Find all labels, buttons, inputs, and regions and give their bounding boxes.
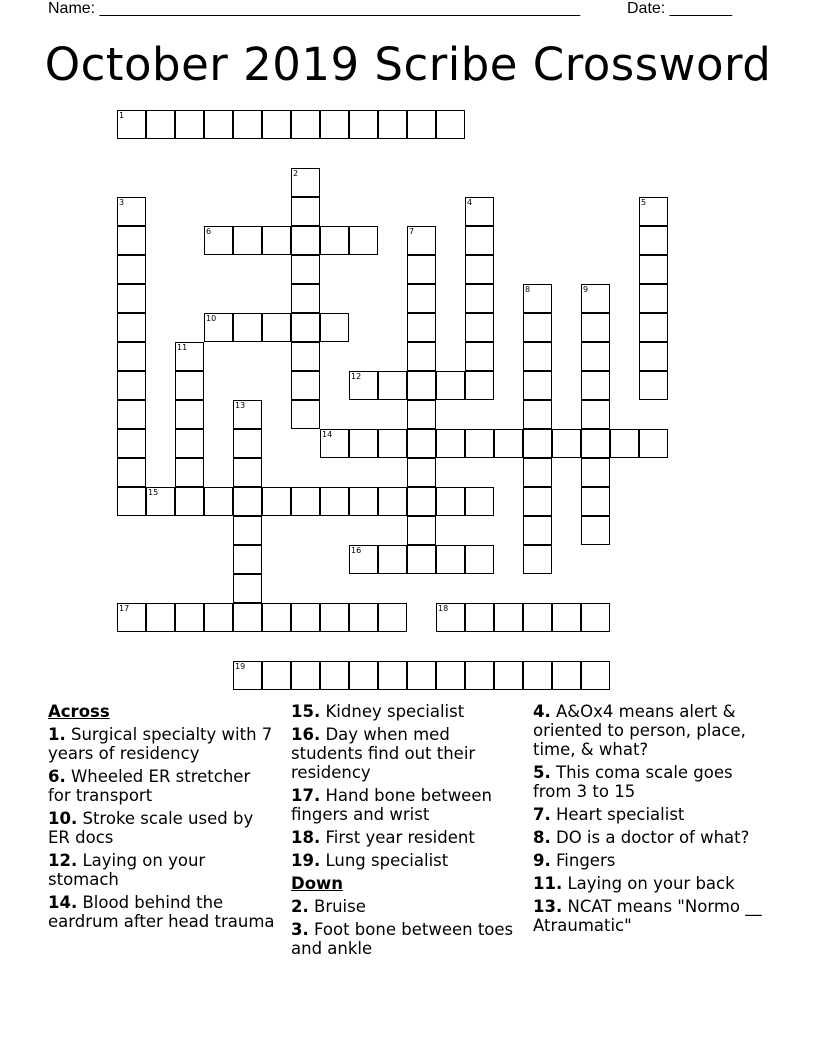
crossword-cell[interactable]	[465, 284, 494, 313]
crossword-cell[interactable]	[552, 661, 581, 690]
clue-number: 13.	[533, 897, 563, 916]
clue-item	[533, 851, 773, 870]
clue-item	[48, 767, 276, 805]
crossword-cell[interactable]	[581, 284, 610, 313]
crossword-cell[interactable]	[291, 400, 320, 429]
clue-text: Fingers	[550, 851, 616, 870]
crossword-cell[interactable]	[320, 313, 349, 342]
clue-text: Wheeled ER stretcher for transport	[48, 767, 251, 805]
cell-number: 1	[119, 111, 125, 120]
crossword-cell[interactable]	[117, 197, 146, 226]
crossword-cell[interactable]	[175, 342, 204, 371]
crossword-cell[interactable]	[436, 110, 465, 139]
clue-item	[533, 828, 773, 847]
crossword-cell[interactable]	[262, 487, 291, 516]
clue-text: Laying on your stomach	[48, 851, 206, 889]
crossword-cell[interactable]	[639, 371, 668, 400]
clue-number: 4.	[533, 702, 551, 721]
clue-item	[533, 805, 773, 824]
crossword-cell[interactable]	[407, 110, 436, 139]
clue-item	[48, 851, 276, 889]
cell-number: 11	[177, 343, 188, 352]
cell-number: 8	[525, 285, 531, 294]
clue-text: Surgical specialty with 7 years of residency	[48, 725, 273, 763]
cell-number: 4	[467, 198, 473, 207]
crossword-cell[interactable]	[523, 516, 552, 545]
crossword-cell[interactable]	[378, 110, 407, 139]
crossword-cell[interactable]	[291, 168, 320, 197]
clue-text: This coma scale goes from 3 to 15	[533, 763, 733, 801]
cell-number: 13	[235, 401, 246, 410]
crossword-cell[interactable]	[262, 603, 291, 632]
clue-item	[291, 725, 519, 782]
cell-number: 5	[641, 198, 647, 207]
clue-text: Laying on your back	[562, 874, 735, 893]
crossword-cell[interactable]	[117, 458, 146, 487]
crossword-cell[interactable]	[117, 284, 146, 313]
crossword-cell[interactable]	[581, 429, 610, 458]
crossword-cell[interactable]	[233, 458, 262, 487]
crossword-cell[interactable]	[610, 429, 639, 458]
clue-text: DO is a doctor of what?	[550, 828, 750, 847]
crossword-cell[interactable]	[320, 603, 349, 632]
down-clue-list	[291, 897, 519, 958]
crossword-cell[interactable]	[291, 371, 320, 400]
crossword-cell[interactable]	[552, 429, 581, 458]
clue-number: 9.	[533, 851, 551, 870]
crossword-cell[interactable]	[407, 487, 436, 516]
crossword-cell[interactable]	[233, 574, 262, 603]
crossword-cell[interactable]	[407, 429, 436, 458]
clue-item	[533, 763, 773, 801]
crossword-cell[interactable]	[204, 487, 233, 516]
clue-item	[533, 874, 773, 893]
crossword-cell[interactable]	[233, 545, 262, 574]
crossword-cell[interactable]	[117, 603, 146, 632]
clue-item	[291, 851, 519, 870]
crossword-cell[interactable]	[349, 661, 378, 690]
crossword-cell[interactable]	[523, 429, 552, 458]
clue-text: Bruise	[308, 897, 366, 916]
crossword-cell[interactable]	[349, 371, 378, 400]
clue-number: 12.	[48, 851, 78, 870]
clue-number: 3.	[291, 920, 309, 939]
crossword-cell[interactable]	[175, 429, 204, 458]
crossword-cell[interactable]	[378, 371, 407, 400]
clue-number: 14.	[48, 893, 78, 912]
crossword-cell[interactable]	[523, 400, 552, 429]
clue-text: NCAT means "Normo __ Atraumatic"	[533, 897, 762, 935]
clue-number: 1.	[48, 725, 66, 744]
clues-column-2	[291, 702, 519, 962]
crossword-cell[interactable]	[117, 400, 146, 429]
crossword-cell[interactable]	[407, 313, 436, 342]
crossword-cell[interactable]	[204, 110, 233, 139]
crossword-cell[interactable]	[523, 458, 552, 487]
crossword-cell[interactable]	[175, 603, 204, 632]
clue-number: 8.	[533, 828, 551, 847]
clue-text: Stroke scale used by ER docs	[48, 809, 254, 847]
crossword-cell[interactable]	[349, 545, 378, 574]
crossword-cell[interactable]	[407, 400, 436, 429]
crossword-cell[interactable]	[291, 110, 320, 139]
clue-item	[291, 920, 519, 958]
crossword-cell[interactable]	[262, 226, 291, 255]
crossword-cell[interactable]	[436, 603, 465, 632]
cell-number: 17	[119, 604, 130, 613]
crossword-cell[interactable]	[407, 226, 436, 255]
clue-number: 7.	[533, 805, 551, 824]
crossword-cell[interactable]	[378, 545, 407, 574]
crossword-cell[interactable]	[581, 458, 610, 487]
clue-number: 10.	[48, 809, 78, 828]
across-clue-list	[48, 725, 276, 931]
down-heading: Down	[291, 874, 344, 893]
crossword-cell[interactable]	[233, 603, 262, 632]
crossword-cell[interactable]	[465, 429, 494, 458]
crossword-cell[interactable]	[262, 313, 291, 342]
clue-text: Lung specialist	[320, 851, 449, 870]
cell-number: 7	[409, 227, 415, 236]
crossword-cell[interactable]	[349, 429, 378, 458]
crossword-cell[interactable]	[291, 661, 320, 690]
clue-item	[291, 897, 519, 916]
cell-number: 9	[583, 285, 589, 294]
crossword-cell[interactable]	[175, 371, 204, 400]
crossword-cell[interactable]	[523, 371, 552, 400]
crossword-cell[interactable]	[494, 603, 523, 632]
crossword-cell[interactable]	[117, 429, 146, 458]
crossword-cell[interactable]	[639, 429, 668, 458]
crossword-cell[interactable]	[523, 603, 552, 632]
crossword-cell[interactable]	[407, 458, 436, 487]
crossword-cell[interactable]	[146, 603, 175, 632]
crossword-cell[interactable]	[581, 371, 610, 400]
crossword-cell[interactable]	[378, 661, 407, 690]
name-field-label: Name: ______________________________________________________	[48, 0, 581, 17]
crossword-cell[interactable]	[233, 110, 262, 139]
crossword-cell[interactable]	[233, 429, 262, 458]
crossword-cell[interactable]	[407, 371, 436, 400]
crossword-cell[interactable]	[407, 516, 436, 545]
crossword-cell[interactable]	[494, 429, 523, 458]
crossword-cell[interactable]	[291, 226, 320, 255]
crossword-cell[interactable]	[233, 313, 262, 342]
crossword-cell[interactable]	[378, 603, 407, 632]
clues-column-3	[533, 702, 773, 939]
crossword-cell[interactable]	[320, 110, 349, 139]
crossword-cell[interactable]	[349, 487, 378, 516]
crossword-cell[interactable]	[436, 661, 465, 690]
crossword-cell[interactable]	[349, 226, 378, 255]
crossword-cell[interactable]	[465, 226, 494, 255]
crossword-cell[interactable]	[204, 313, 233, 342]
clue-number: 5.	[533, 763, 551, 782]
crossword-cell[interactable]	[320, 661, 349, 690]
crossword-cell[interactable]	[233, 661, 262, 690]
crossword-cell[interactable]	[117, 313, 146, 342]
crossword-cell[interactable]	[465, 603, 494, 632]
crossword-cell[interactable]	[465, 661, 494, 690]
crossword-cell[interactable]	[117, 255, 146, 284]
clue-number: 17.	[291, 786, 321, 805]
cell-number: 16	[351, 546, 362, 555]
clue-item	[291, 786, 519, 824]
crossword-cell[interactable]	[407, 545, 436, 574]
crossword-cell[interactable]	[233, 487, 262, 516]
crossword-cell[interactable]	[146, 110, 175, 139]
crossword-cell[interactable]	[407, 342, 436, 371]
clue-number: 6.	[48, 767, 66, 786]
crossword-cell[interactable]	[407, 661, 436, 690]
crossword-cell[interactable]	[291, 313, 320, 342]
crossword-cell[interactable]	[291, 197, 320, 226]
crossword-cell[interactable]	[465, 371, 494, 400]
crossword-cell[interactable]	[117, 342, 146, 371]
cell-number: 15	[148, 488, 159, 497]
clue-item	[48, 725, 276, 763]
crossword-cell[interactable]	[639, 342, 668, 371]
crossword-cell[interactable]	[349, 110, 378, 139]
crossword-cell[interactable]	[291, 255, 320, 284]
crossword-cell[interactable]	[233, 516, 262, 545]
crossword-cell[interactable]	[175, 400, 204, 429]
crossword-cell[interactable]	[204, 603, 233, 632]
across-clue-list	[291, 702, 519, 870]
crossword-cell[interactable]	[523, 545, 552, 574]
crossword-cell[interactable]	[465, 487, 494, 516]
crossword-cell[interactable]	[436, 545, 465, 574]
crossword-cell[interactable]	[204, 226, 233, 255]
crossword-cell[interactable]	[175, 487, 204, 516]
crossword-cell[interactable]	[523, 313, 552, 342]
page-title: October 2019 Scribe Crossword	[44, 38, 772, 91]
cell-number: 12	[351, 372, 362, 381]
crossword-cell[interactable]	[407, 255, 436, 284]
crossword-cell[interactable]	[581, 603, 610, 632]
crossword-cell[interactable]	[117, 487, 146, 516]
down-clue-list	[533, 702, 773, 935]
crossword-cell[interactable]	[581, 487, 610, 516]
crossword-cell[interactable]	[581, 400, 610, 429]
clue-text: First year resident	[320, 828, 475, 847]
crossword-cell[interactable]	[523, 661, 552, 690]
crossword-cell[interactable]	[320, 487, 349, 516]
crossword-cell[interactable]	[581, 516, 610, 545]
crossword-cell[interactable]	[581, 342, 610, 371]
crossword-cell[interactable]	[465, 545, 494, 574]
crossword-cell[interactable]	[523, 487, 552, 516]
crossword-cell[interactable]	[175, 110, 204, 139]
cell-number: 19	[235, 662, 246, 671]
clue-number: 2.	[291, 897, 309, 916]
crossword-cell[interactable]	[465, 313, 494, 342]
clue-number: 15.	[291, 702, 321, 721]
cell-number: 2	[293, 169, 299, 178]
crossword-cell[interactable]	[291, 603, 320, 632]
crossword-cell[interactable]	[117, 110, 146, 139]
clue-number: 11.	[533, 874, 563, 893]
crossword-cell[interactable]	[436, 429, 465, 458]
clue-text: Foot bone between toes and ankle	[291, 920, 514, 958]
crossword-cell[interactable]	[436, 371, 465, 400]
crossword-cell[interactable]	[581, 661, 610, 690]
cell-number: 6	[206, 227, 212, 236]
crossword-cell[interactable]	[407, 284, 436, 313]
crossword-cell[interactable]	[639, 226, 668, 255]
date-field-label: Date: _______	[627, 0, 732, 17]
crossword-cell[interactable]	[378, 429, 407, 458]
clue-item	[533, 702, 773, 759]
cell-number: 14	[322, 430, 333, 439]
clue-item	[48, 893, 276, 931]
crossword-cell[interactable]	[465, 197, 494, 226]
crossword-cell[interactable]	[639, 197, 668, 226]
across-heading: Across	[48, 702, 110, 721]
crossword-cell[interactable]	[465, 342, 494, 371]
crossword-cell[interactable]	[117, 226, 146, 255]
clue-text: Kidney specialist	[320, 702, 465, 721]
crossword-cell[interactable]	[523, 342, 552, 371]
clue-item	[291, 702, 519, 721]
crossword-cell[interactable]	[639, 313, 668, 342]
cell-number: 3	[119, 198, 125, 207]
crossword-cell[interactable]	[523, 284, 552, 313]
crossword-cell[interactable]	[639, 255, 668, 284]
crossword-cell[interactable]	[233, 226, 262, 255]
crossword-cell[interactable]	[378, 487, 407, 516]
crossword-cell[interactable]	[581, 313, 610, 342]
crossword-cell[interactable]	[639, 284, 668, 313]
crossword-cell[interactable]	[262, 110, 291, 139]
crossword-cell[interactable]	[465, 255, 494, 284]
clue-item	[291, 828, 519, 847]
crossword-cell[interactable]	[320, 226, 349, 255]
clues-column-1	[48, 702, 276, 935]
crossword-cell[interactable]	[320, 429, 349, 458]
clue-item	[48, 809, 276, 847]
crossword-cell[interactable]	[552, 603, 581, 632]
clue-item	[533, 897, 773, 935]
crossword-cell[interactable]	[494, 661, 523, 690]
crossword-cell[interactable]	[291, 487, 320, 516]
clue-number: 16.	[291, 725, 321, 744]
crossword-cell[interactable]	[291, 284, 320, 313]
clue-number: 19.	[291, 851, 321, 870]
crossword-cell[interactable]	[262, 661, 291, 690]
clue-number: 18.	[291, 828, 321, 847]
crossword-cell[interactable]	[175, 458, 204, 487]
crossword-cell[interactable]	[146, 487, 175, 516]
crossword-cell[interactable]	[117, 371, 146, 400]
crossword-cell[interactable]	[349, 603, 378, 632]
clue-text: A&Ox4 means alert & oriented to person, place, time, & what?	[533, 702, 746, 759]
crossword-cell[interactable]	[436, 487, 465, 516]
clue-text: Heart specialist	[550, 805, 685, 824]
clue-text: Hand bone between fingers and wrist	[291, 786, 492, 824]
clue-text: Blood behind the eardrum after head trauma	[48, 893, 275, 931]
crossword-cell[interactable]	[233, 400, 262, 429]
crossword-cell[interactable]	[291, 342, 320, 371]
cell-number: 10	[206, 314, 217, 323]
clue-text: Day when med students find out their residency	[291, 725, 476, 782]
cell-number: 18	[438, 604, 449, 613]
